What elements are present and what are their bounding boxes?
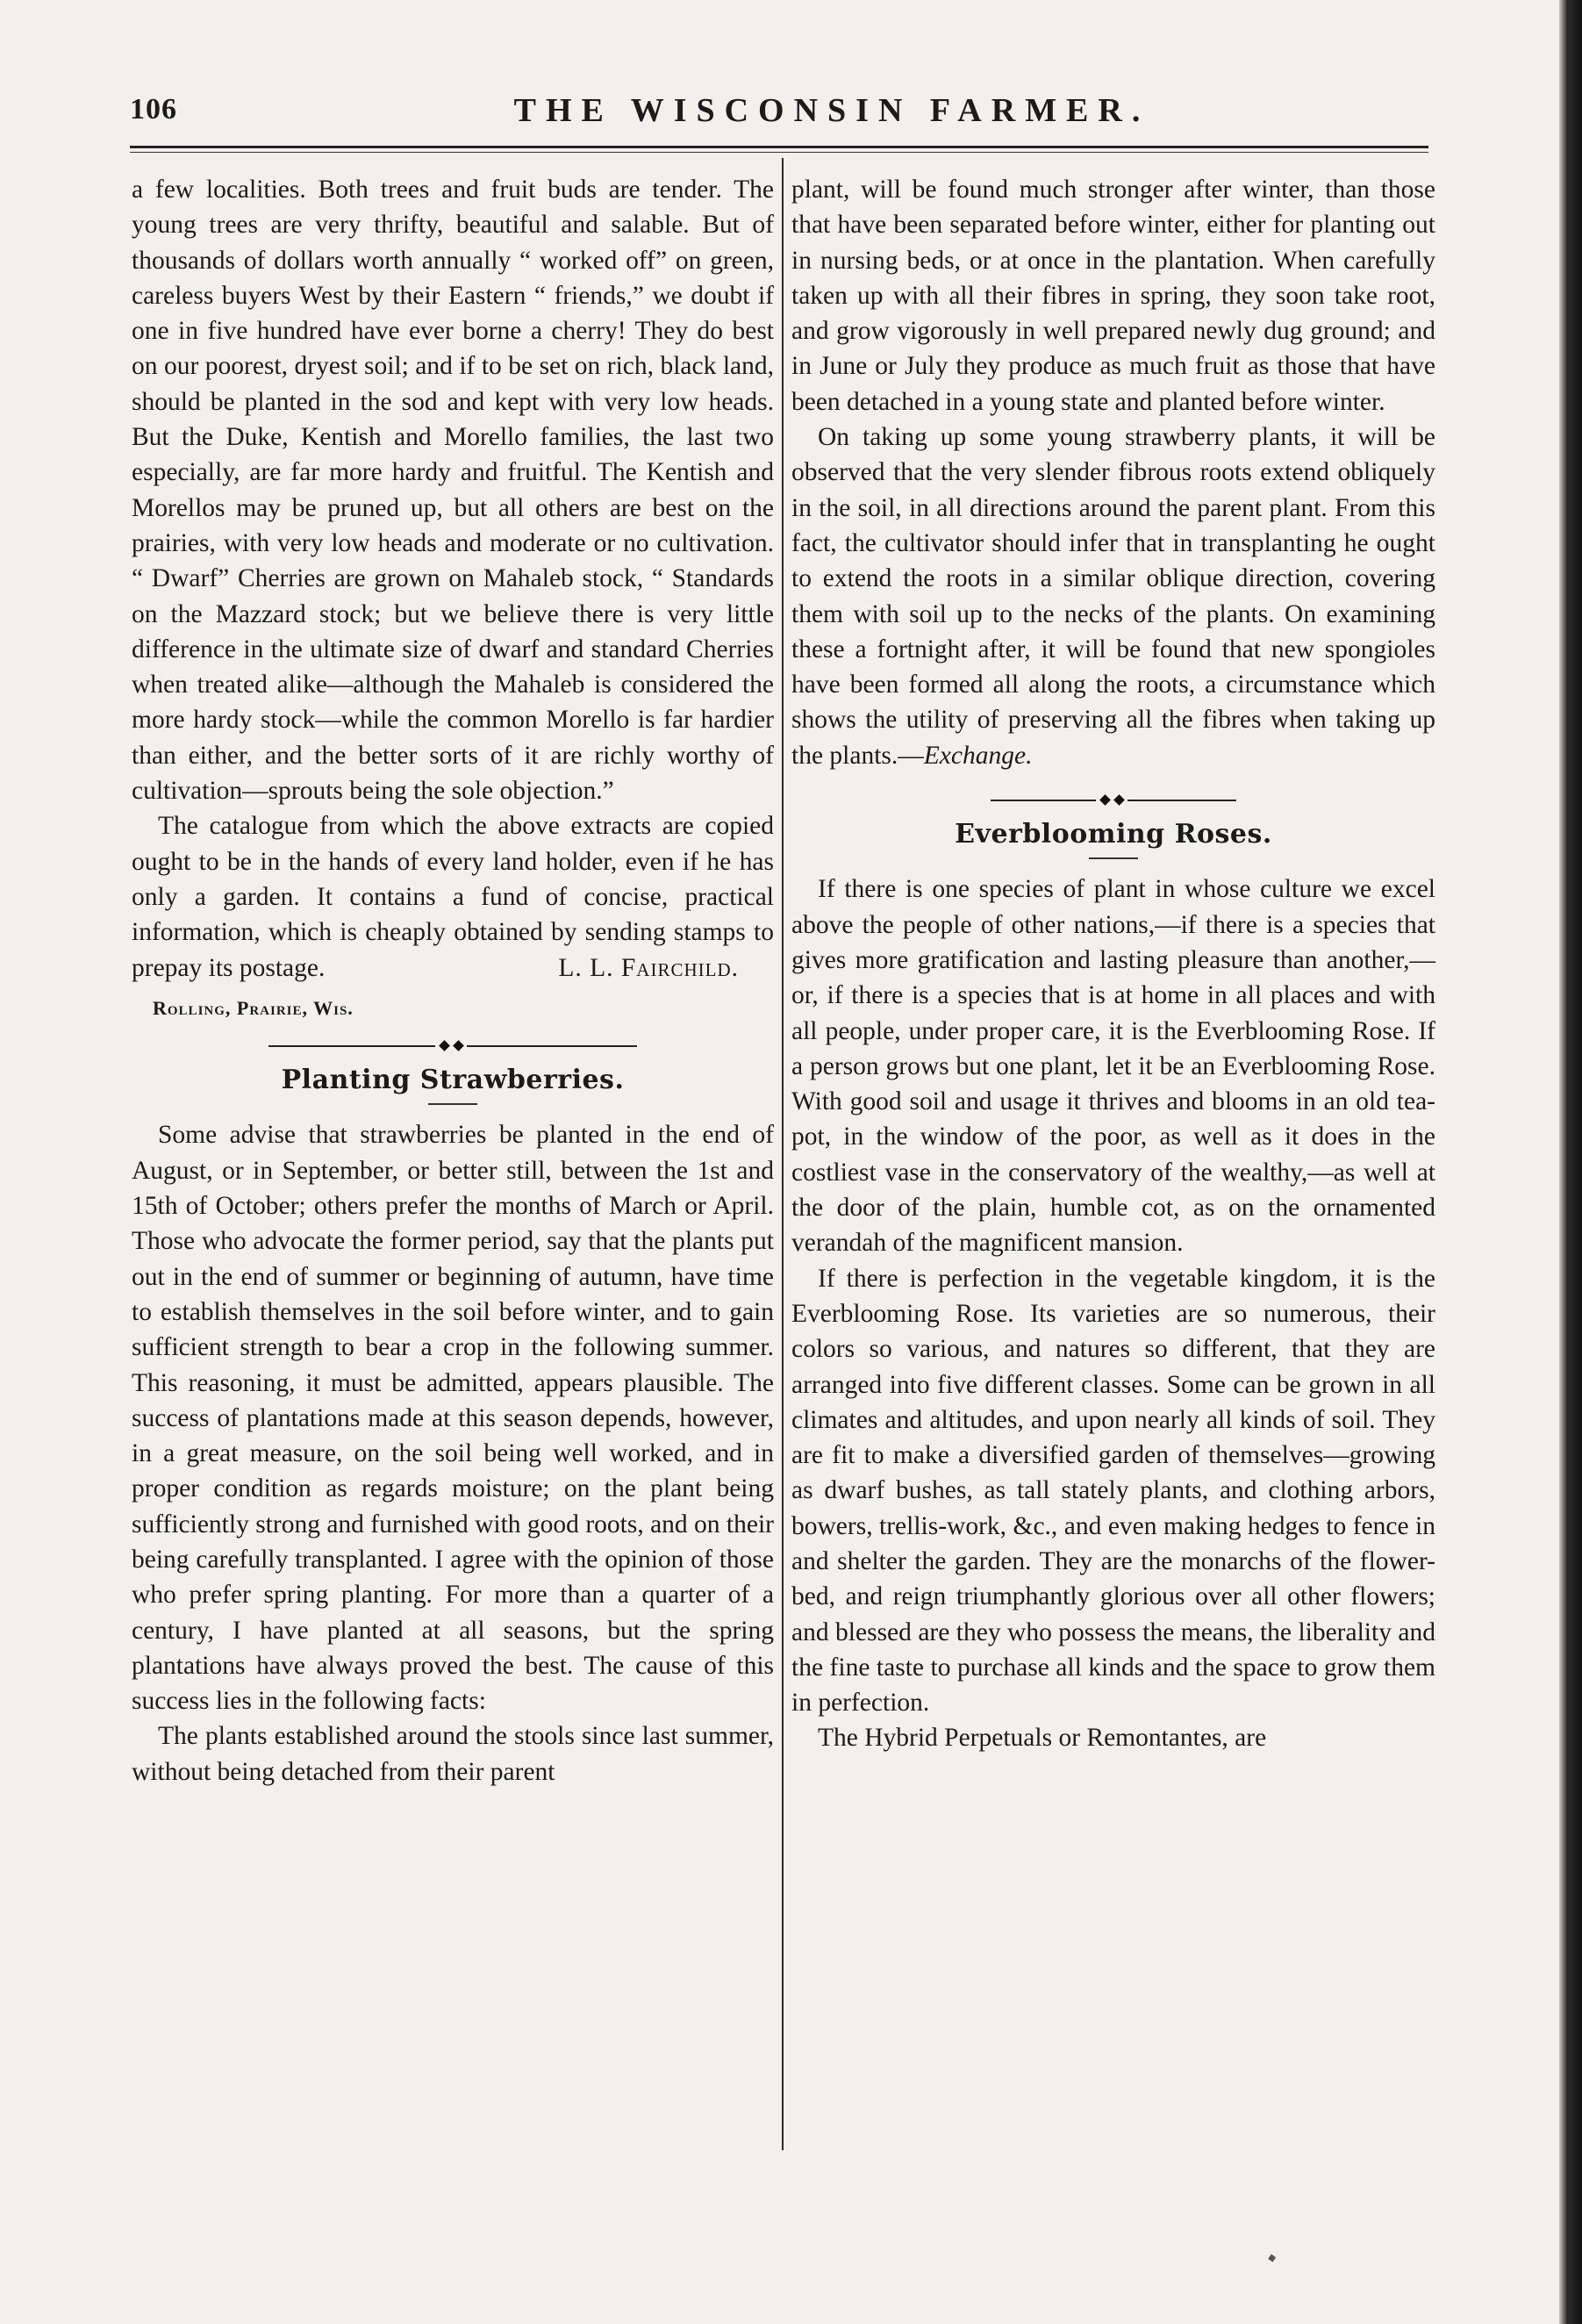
page-number: 106 <box>130 93 177 126</box>
author-signature: L. L. Fairchild. <box>558 953 739 982</box>
strawberry-paragraph-2: The plants established around the stools since last summer, without being detached from their parent <box>132 1722 774 1786</box>
left-column <box>132 172 774 1790</box>
cherry-paragraph: a few localities. Both trees and fruit buds are tender. The young trees are very thrifty, beautiful and salable. But of thousands of dollars worth annually “ worked off” on green, careless buyers West by their Eastern “ friends,” we doubt if one in five hundred have ever borne a cherry! They do best on our poorest, dryest soil; and if to be set on rich, black land, should be planted in the sod and kept with very low heads. But the Duke, Kentish and Morello families, the last two especially, are far more hardy and fruitful. The Kentish and Morellos may be pruned up, but all others are best on the prairies, with very low heads and moderate or no cultivation. “ Dwarf” Cherries are grown on Mahaleb stock, “ Standards on the Mazzard stock; but we believe there is very little difference in the ultimate size of dwarf and standard Cherries when treated alike—although the Mahaleb is considered the more hardy stock—while the common Morello is far hardier than either, and the better sorts of it are richly worthy of cultivation—sprouts being the sole objection.” <box>132 176 774 806</box>
header-rule-thin <box>130 152 1428 153</box>
source-credit: Exchange. <box>923 741 1033 770</box>
strawberry-paragraph-2-continued: plant, will be found much stronger after winter, than those that have been separated before winter, either for planting out in nursing beds, or at once in the plantation. When carefully taken up with all their fibres in spring, they soon take root, and grow vigorously in well prepared newly dug ground; and in June or July they produce as much fruit as those that have been detached in a young state and planted before winter. <box>791 176 1435 416</box>
page-header <box>130 86 1428 139</box>
section-title-strawberries: Planting Strawberries. <box>281 1065 625 1096</box>
strawberry-paragraph-1: Some advise that strawberries be planted in the end of August, or in September, or better still, between the 1st and 15th of October; others prefer the months of March or April. Those who advocate the former period, say that the plants put out in the end of summer or beginning of autumn, have time to establish themselves in the soil before winter, and to gain sufficient strength to bear a crop in the following summer. This reasoning, it must be admitted, appears plausible. The success of plantations made at this season depends, however, in a great measure, on the soil being well worked, and in proper condition as regards moisture; on the plant being sufficiently strong and furnished with good roots, and on their being carefully transplanted. I agree with the opinion of those who prefer spring planting. For more than a quarter of a century, I have planted at all seasons, but the spring plantations have always proved the best. The cause of this success lies in the following facts: <box>132 1121 774 1716</box>
roses-paragraph-2: If there is perfection in the vegetable kingdom, it is the Everblooming Rose. Its varieties are so numerous, their colors so various, and natures so different, that they are arranged into five different classes. Some can be grown in all climates and altitudes, and upon nearly all kinds of soil. They are fit to make a diversified garden of themselves—growing as dwarf bushes, as tall stately plants, and clothing arbors, bowers, trellis-work, &c., and even making hedges to fence in and shelter the garden. They are the monarchs of the flower-bed, and reign triumphantly glorious over all other flowers; and blessed are they who possess the means, the liberality and the fine taste to purchase all kinds and the space to grow them in perfection. <box>791 1264 1435 1718</box>
title-underline <box>428 1103 477 1105</box>
catalogue-text: The catalogue from which the above extracts are copied ought to be in the hands of every land holder, even if he has only a garden. It contains a fund of concise, practical information, which is cheaply obtained by sending stamps to prepay its postage. <box>132 812 774 982</box>
author-location: Rolling, Prairie, Wis. <box>153 996 354 1019</box>
title-underline <box>1089 857 1138 859</box>
roses-paragraph-3: The Hybrid Perpetuals or Remontantes, are <box>818 1724 1267 1753</box>
section-title-roses: Everblooming Roses. <box>955 819 1272 850</box>
right-column <box>791 172 1435 1756</box>
masthead-title: THE WISCONSIN FARMER. <box>513 92 1150 129</box>
strawberry-paragraph-3-text: On taking up some young strawberry plants, it will be observed that the very slender fibrous roots extend obliquely in the soil, in all directions around the parent plant. From this fact, the cultivator should infer that in transplanting he ought to extend the roots in a similar oblique direction, covering them with soil up to the necks of the plants. On examining these a fortnight after, it will be found that new spongioles have been formed all along the roots, a circumstance which shows the utility of preserving all the fibres when taking up the plants.— <box>791 423 1435 770</box>
catalogue-paragraph <box>132 808 774 985</box>
page-binding-edge <box>1559 0 1582 2324</box>
header-rule-thick <box>130 146 1428 148</box>
section-ornament <box>991 789 1236 812</box>
strawberry-paragraph-3 <box>791 420 1435 773</box>
section-ornament <box>268 1035 637 1058</box>
roses-paragraph-1: If there is one species of plant in whose culture we excel above the people of other nations,—if there is a species that gives more gratification and lasting pleasure than another,—or, if there is a species that is at home in all places and with all people, under proper care, it is the Everblooming Rose. If a person grows but one plant, let it be an Everblooming Rose. With good soil and usage it thrives and blooms in an old tea-pot, in the window of the poor, as well as it does in the costliest vase in the conservatory of the wealthy,—as well at the door of the plain, humble cot, as on the ornamented verandah of the magnificent mansion. <box>791 875 1435 1258</box>
column-divider <box>782 158 784 2150</box>
stray-ink-mark: ▪ <box>1261 2245 1283 2271</box>
